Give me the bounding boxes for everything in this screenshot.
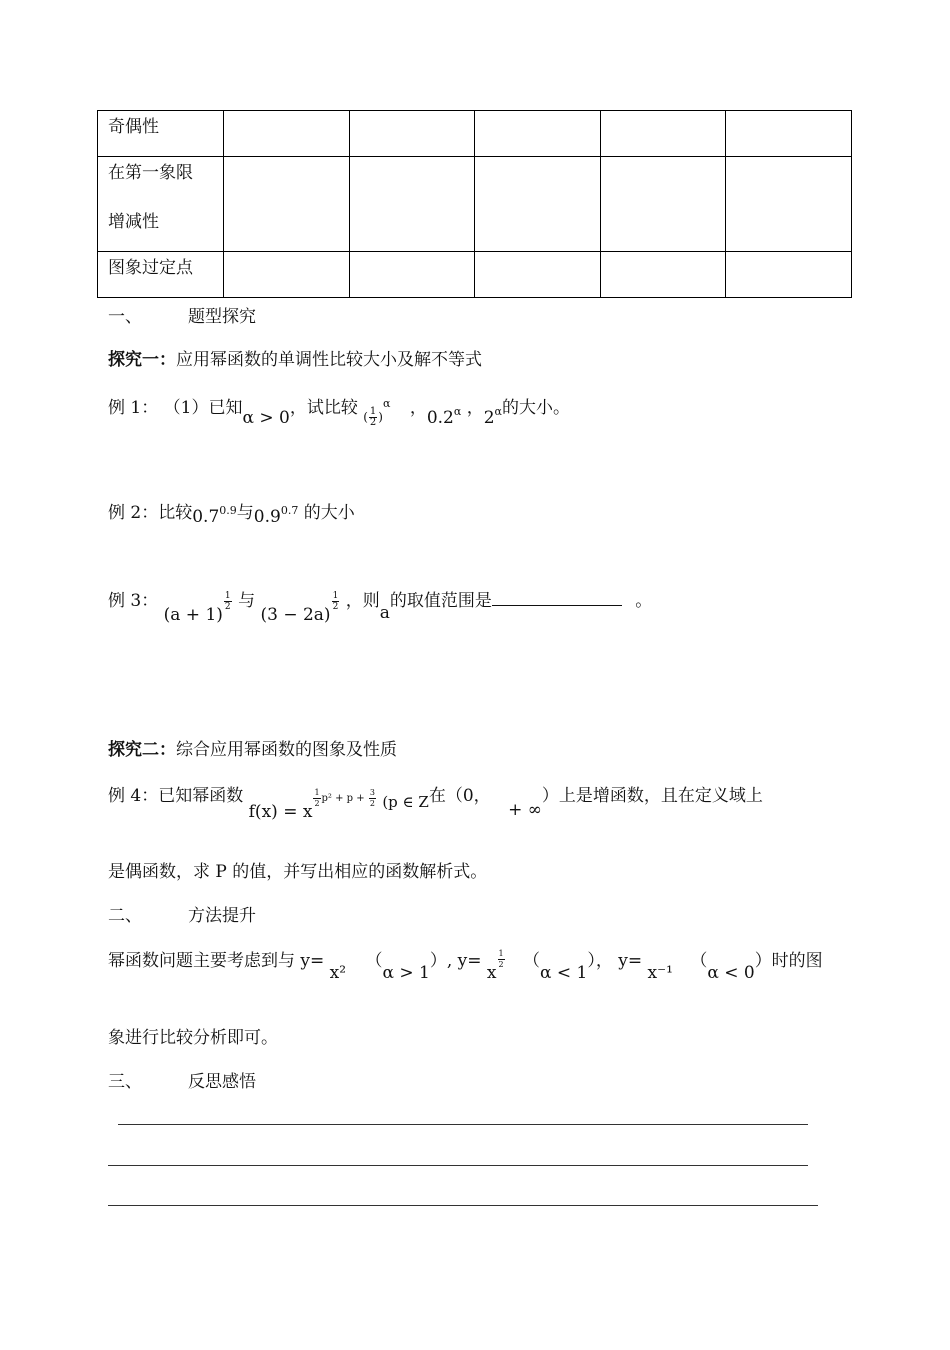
section-heading-3 xyxy=(108,1067,256,1092)
section-heading-1 xyxy=(108,302,256,327)
row-label-line2: 增减性 xyxy=(108,212,159,232)
example-label: 例 1： xyxy=(108,398,159,418)
section-number: 一、 xyxy=(108,307,142,327)
math-function: x⁻¹ xyxy=(647,963,673,983)
math-term: $2^\alpha$ xyxy=(483,405,502,428)
example-text: 。 xyxy=(635,591,653,611)
writing-line[interactable] xyxy=(108,1205,818,1206)
writing-line[interactable] xyxy=(118,1124,808,1125)
table-row-parity xyxy=(98,111,852,157)
answer-blank[interactable] xyxy=(492,589,622,606)
math-exponent: α xyxy=(382,397,391,410)
explore-title: 应用幂函数的单调性比较大小及解不等式 xyxy=(176,350,482,370)
table-cell xyxy=(600,157,726,252)
method-text: 幂函数问题主要考虑到与 y= xyxy=(108,951,325,971)
math-function: f(x) = x $^{\frac{1}{2} p^2 + p + \frac{3}{2}}$ xyxy=(248,788,375,822)
example-text: ）上是增函数，且在定义域上 xyxy=(541,786,763,806)
method-line2: 象进行比较分析即可。 xyxy=(108,1028,278,1048)
table-cell xyxy=(224,111,350,157)
example-text: 的取值范围是 xyxy=(389,591,492,611)
math-condition: (p ∈ Z xyxy=(382,793,429,811)
example-text: （1）已知 xyxy=(163,398,243,418)
example-text: 的大小。 xyxy=(501,398,570,418)
explore-label: 探究二： xyxy=(108,740,176,760)
explore-label: 探究一： xyxy=(108,350,176,370)
table-cell xyxy=(475,111,601,157)
math-term: (3 − 2a) $\frac{1}{2}$ xyxy=(260,591,339,625)
example-text: ，则 xyxy=(345,591,380,611)
section-title: 方法提升 xyxy=(188,906,256,926)
table-cell xyxy=(224,157,350,252)
explore-2-heading xyxy=(108,735,397,760)
table-cell xyxy=(349,252,475,298)
example-text: 与 xyxy=(236,503,254,523)
section-heading-2 xyxy=(108,901,256,926)
row-label-parity: 奇偶性 xyxy=(98,111,224,157)
example-text: 比较 xyxy=(158,503,193,523)
math-term: $0.2^\alpha$ xyxy=(426,405,462,428)
table-cell xyxy=(600,111,726,157)
row-label-line1: 在第一象限 xyxy=(108,163,193,183)
method-text: ）时的图 xyxy=(754,951,823,971)
math-term: (a + 1) $\frac{1}{2}$ xyxy=(163,591,231,625)
math-variable: a xyxy=(379,603,390,623)
math-condition: α > 1 xyxy=(382,963,430,983)
row-label-fixed-point: 图象过定点 xyxy=(98,252,224,298)
example-4-line2: 是偶函数，求 P 的值，并写出相应的函数解析式。 xyxy=(108,862,488,882)
math-condition: α < 0 xyxy=(707,963,755,983)
example-2 xyxy=(108,498,355,527)
table-row-fixed-point xyxy=(98,252,852,298)
example-text: ，试比较 xyxy=(289,398,358,418)
section-title: 反思感悟 xyxy=(188,1072,256,1092)
row-label-monotonicity xyxy=(98,157,224,252)
explore-1-heading xyxy=(108,345,482,370)
property-table xyxy=(97,110,852,298)
writing-line[interactable] xyxy=(108,1165,808,1166)
section-number: 二、 xyxy=(108,906,142,926)
math-term: $0.9^{0.7}$ xyxy=(253,504,299,527)
table-cell xyxy=(600,252,726,298)
table-cell xyxy=(224,252,350,298)
method-text: ）， y= xyxy=(587,951,643,971)
example-text: 的大小 xyxy=(298,503,355,523)
table-cell xyxy=(349,111,475,157)
explore-title: 综合应用幂函数的图象及性质 xyxy=(176,740,397,760)
method-paragraph: 幂函数问题主要考虑到与 y= x² （α > 1）, y= x $\frac{1}{2}$ （α < 1）， y= x⁻¹ （α < 0）时的图 xyxy=(108,949,823,983)
section-title: 题型探究 xyxy=(188,307,256,327)
table-cell xyxy=(726,111,852,157)
math-half-base: ( 1 2 ) xyxy=(363,406,383,428)
table-cell xyxy=(349,157,475,252)
math-function: x $\frac{1}{2}$ xyxy=(486,949,504,983)
math-term: $0.7^{0.9}$ xyxy=(192,504,237,527)
example-text: 已知幂函数 xyxy=(158,786,244,806)
method-text: ）, y= xyxy=(429,951,482,971)
example-label: 例 3： xyxy=(108,591,159,611)
math-function: x² xyxy=(329,963,347,983)
example-text: 与 xyxy=(238,591,256,611)
example-4 xyxy=(108,781,763,822)
example-3 xyxy=(108,586,653,625)
section-number: 三、 xyxy=(108,1072,142,1092)
math-infinity: + ∞ xyxy=(508,800,542,820)
table-row-monotonicity xyxy=(98,157,852,252)
example-1: 例 1： （1）已知α > 0，试比较 $_{( \frac{1}{2} )}^\alpha$ ，$0.2^\alpha$ ，$2^\alpha$的大小。 xyxy=(108,397,570,428)
math-condition: α < 1 xyxy=(540,963,588,983)
table-cell xyxy=(726,252,852,298)
table-cell xyxy=(726,157,852,252)
example-label: 例 2： xyxy=(108,503,159,523)
example-text: 在（0， xyxy=(428,786,491,806)
math-condition: α > 0 xyxy=(242,408,290,428)
example-label: 例 4： xyxy=(108,786,159,806)
table-cell xyxy=(475,157,601,252)
table-cell xyxy=(475,252,601,298)
